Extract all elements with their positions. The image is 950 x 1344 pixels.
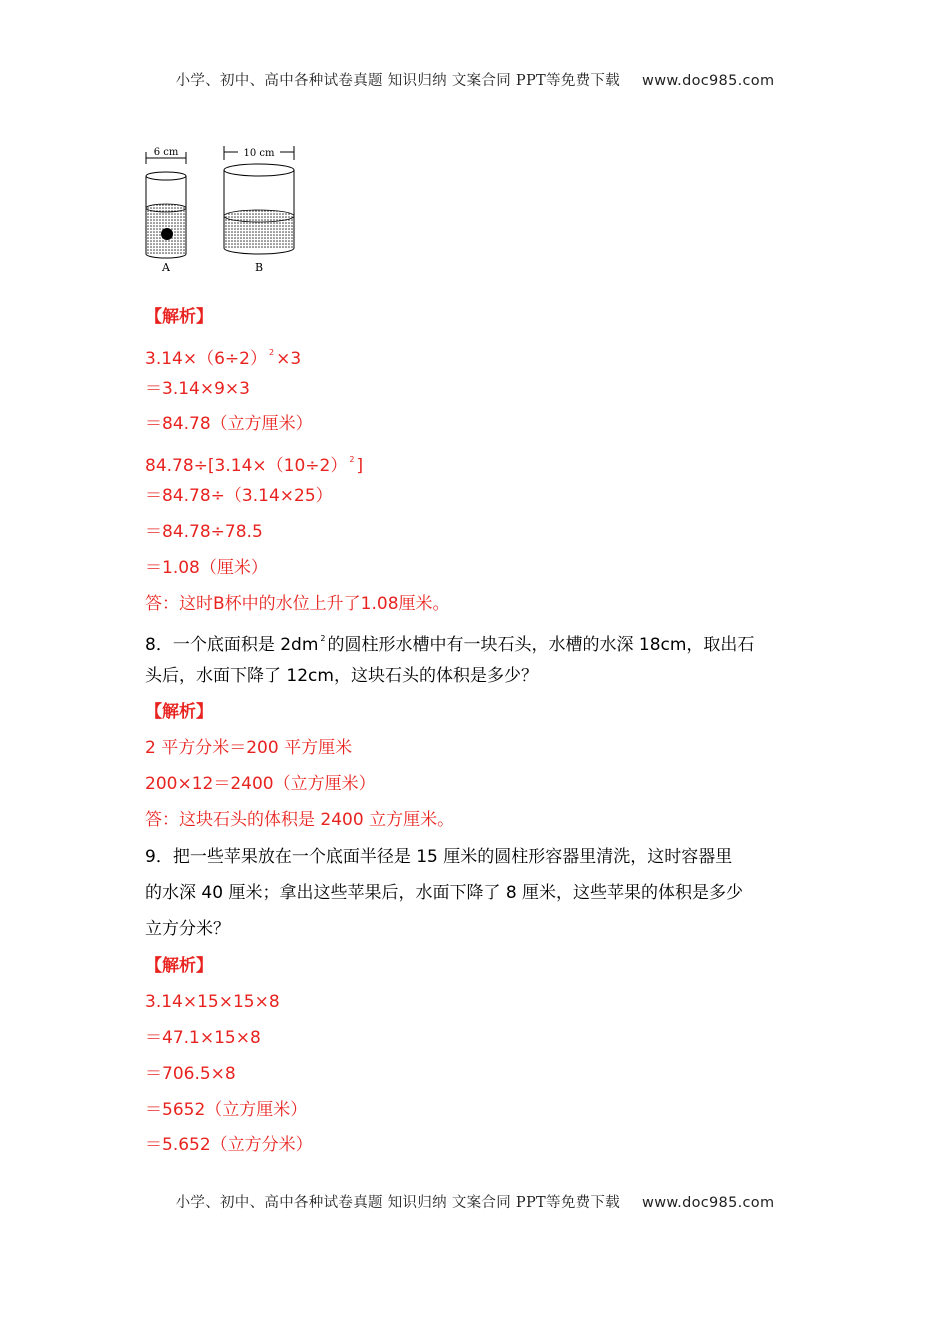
header-site-link[interactable]: www.doc985.com xyxy=(642,73,775,89)
cylinders-figure xyxy=(138,138,318,278)
q9-calc-line: 3.14×15×15×8 xyxy=(145,992,280,1012)
q9-question-line: 立方分米？ xyxy=(145,919,230,939)
header-text: 小学、初中、高中各种试卷真题 知识归纳 文案合同 PPT等免费下载 xyxy=(175,73,621,89)
footer-text: 小学、初中、高中各种试卷真题 知识归纳 文案合同 PPT等免费下载 xyxy=(175,1195,621,1211)
q8-question-line: 8．一个底面积是 2dm $^2$ 的圆柱形水槽中有一块石头，水槽的水深 18cm，取出石 xyxy=(145,634,755,655)
q8-calc-line: 200×12＝2400（立方厘米） xyxy=(145,774,376,794)
q9-calc-line: ＝5.652（立方分米） xyxy=(145,1135,313,1155)
cup-b xyxy=(224,146,294,274)
q9-calc-line: ＝5652（立方厘米） xyxy=(145,1100,308,1120)
page-header xyxy=(0,69,950,90)
cup-a xyxy=(146,147,186,274)
q8-calc-line: 2 平方分米＝200 平方厘米 xyxy=(145,738,353,758)
q7-calc-line: ＝1.08（厘米） xyxy=(145,558,268,578)
q9-question-line: 9．把一些苹果放在一个底面半径是 15 厘米的圆柱形容器里清洗，这时容器里 xyxy=(145,847,733,867)
q7-calc-line: ＝84.78（立方厘米） xyxy=(145,414,313,434)
cup-a-width-label: 6 cm xyxy=(153,147,179,158)
stone xyxy=(161,228,173,240)
cup-b-label: B xyxy=(254,261,264,274)
q8-analysis-heading: 【解析】 xyxy=(145,702,213,722)
q7-calc-line: ＝3.14×9×3 xyxy=(145,379,250,399)
q9-question-line: 的水深 40 厘米；拿出这些苹果后，水面下降了 8 厘米，这些苹果的体积是多少 xyxy=(145,883,744,903)
q7-calc-line: 84.78÷[3.14×（10÷2） $^2$ ] xyxy=(145,455,364,476)
page-footer xyxy=(0,1191,950,1212)
footer-site-link[interactable]: www.doc985.com xyxy=(642,1195,775,1211)
q7-answer: 答：这时B杯中的水位上升了1.08厘米。 xyxy=(145,594,450,614)
q7-calc-line: ＝84.78÷78.5 xyxy=(145,522,263,542)
cup-a-label: A xyxy=(162,261,170,274)
q7-calc-line: ＝84.78÷（3.14×25） xyxy=(145,486,333,506)
q9-analysis-heading: 【解析】 xyxy=(145,956,213,976)
q8-question-line: 头后，水面下降了 12cm，这块石头的体积是多少？ xyxy=(145,666,538,686)
cup-b-width-label: 10 cm xyxy=(243,148,275,159)
q9-calc-line: ＝706.5×8 xyxy=(145,1064,236,1084)
q7-analysis-heading: 【解析】 xyxy=(145,307,213,327)
q9-calc-line: ＝47.1×15×8 xyxy=(145,1028,261,1048)
q8-answer: 答：这块石头的体积是 2400 立方厘米。 xyxy=(145,810,455,830)
q7-calc-line: 3.14×（6÷2） $^2$ ×3 xyxy=(145,348,302,369)
